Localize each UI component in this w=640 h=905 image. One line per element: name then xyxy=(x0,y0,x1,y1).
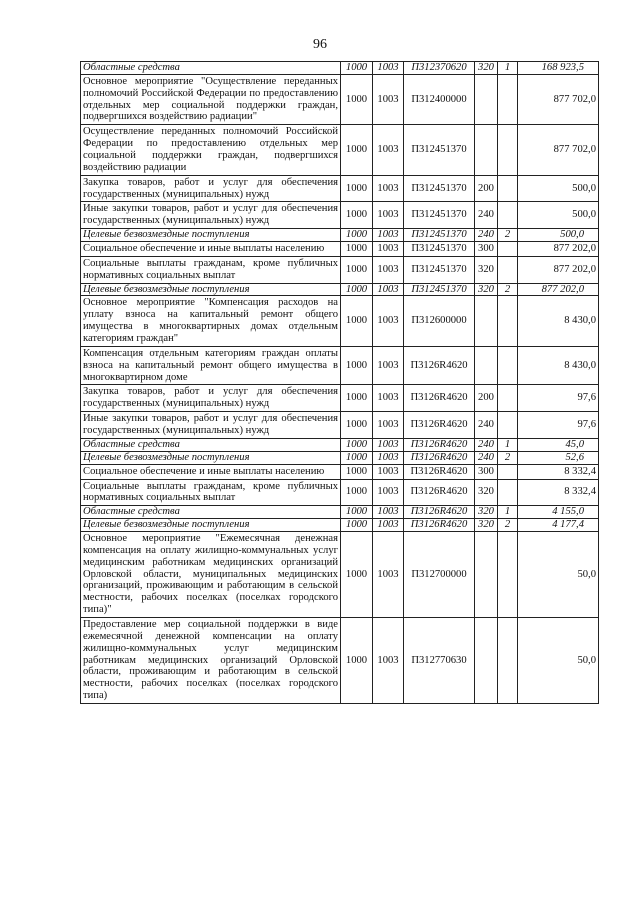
section-cell: 1000 xyxy=(341,438,373,451)
subsection-cell: 1003 xyxy=(373,62,404,75)
subsection-cell: 1003 xyxy=(373,296,404,346)
row-name-cell: Основное мероприятие "Ежемесячная денежная компенсация на оплату жилищно-коммунальных услуг медицинским работникам медицинских организаций Орловской области, муниципальных медицинских организаций, проживающим и работающим в сельской местности, рабочих поселках (поселках городского типа)" xyxy=(81,531,341,617)
amount-cell: 500,0 xyxy=(518,175,599,202)
subsection-cell: 1003 xyxy=(373,412,404,439)
section-cell: 1000 xyxy=(341,531,373,617)
expense-type-cell xyxy=(475,296,498,346)
amount-cell: 50,0 xyxy=(518,617,599,703)
row-name-cell: Закупка товаров, работ и услуг для обеспечения государственных (муниципальных) нужд xyxy=(81,175,341,202)
subsection-cell: 1003 xyxy=(373,256,404,283)
amount-cell: 877 702,0 xyxy=(518,125,599,175)
target-code-cell: П312451370 xyxy=(404,125,475,175)
funding-source-cell: 2 xyxy=(498,451,518,464)
funding-source-cell xyxy=(498,296,518,346)
funding-source-cell: 2 xyxy=(498,283,518,296)
target-code-cell: П3126R4620 xyxy=(404,506,475,519)
subsection-cell: 1003 xyxy=(373,617,404,703)
table-row xyxy=(81,125,599,175)
target-code-cell: П312770630 xyxy=(404,617,475,703)
page-number: 96 xyxy=(313,37,327,52)
amount-cell: 4 177,4 xyxy=(518,519,599,532)
row-name-cell: Целевые безвозмездные поступления xyxy=(81,519,341,532)
subsection-cell: 1003 xyxy=(373,175,404,202)
row-name-cell: Целевые безвозмездные поступления xyxy=(81,283,341,296)
funding-source-cell xyxy=(498,202,518,229)
budget-table xyxy=(80,61,599,704)
subsection-cell: 1003 xyxy=(373,242,404,257)
section-cell: 1000 xyxy=(341,202,373,229)
funding-source-cell: 1 xyxy=(498,62,518,75)
expense-type-cell: 240 xyxy=(475,412,498,439)
subsection-cell: 1003 xyxy=(373,451,404,464)
target-code-cell: П3126R4620 xyxy=(404,412,475,439)
expense-type-cell: 300 xyxy=(475,464,498,479)
subsection-cell: 1003 xyxy=(373,125,404,175)
expense-type-cell: 240 xyxy=(475,202,498,229)
expense-type-cell: 240 xyxy=(475,451,498,464)
section-cell: 1000 xyxy=(341,506,373,519)
subsection-cell: 1003 xyxy=(373,229,404,242)
funding-source-cell: 1 xyxy=(498,438,518,451)
section-cell: 1000 xyxy=(341,479,373,506)
funding-source-cell: 2 xyxy=(498,229,518,242)
expense-type-cell: 320 xyxy=(475,62,498,75)
expense-type-cell xyxy=(475,346,498,385)
expense-type-cell: 300 xyxy=(475,242,498,257)
target-code-cell: П3126R4620 xyxy=(404,451,475,464)
funding-source-cell xyxy=(498,256,518,283)
section-cell: 1000 xyxy=(341,283,373,296)
table-row xyxy=(81,283,599,296)
section-cell: 1000 xyxy=(341,412,373,439)
target-code-cell: П312700000 xyxy=(404,531,475,617)
row-name-cell: Закупка товаров, работ и услуг для обеспечения государственных (муниципальных) нужд xyxy=(81,385,341,412)
table-row xyxy=(81,202,599,229)
row-name-cell: Предоставление мер социальной поддержки в виде ежемесячной денежной компенсации на оплату жилищно-коммунальных услуг медицинским работникам медицинских организаций Орловской области, проживающим и работающим в сельской местности, рабочих поселках (поселках городского типа) xyxy=(81,617,341,703)
funding-source-cell xyxy=(498,385,518,412)
amount-cell: 8 332,4 xyxy=(518,464,599,479)
amount-cell: 50,0 xyxy=(518,531,599,617)
funding-source-cell xyxy=(498,242,518,257)
table-row xyxy=(81,412,599,439)
amount-cell: 877 202,0 xyxy=(518,283,599,296)
subsection-cell: 1003 xyxy=(373,506,404,519)
funding-source-cell xyxy=(498,125,518,175)
section-cell: 1000 xyxy=(341,617,373,703)
target-code-cell: П3126R4620 xyxy=(404,385,475,412)
expense-type-cell xyxy=(475,74,498,124)
target-code-cell: П312451370 xyxy=(404,229,475,242)
target-code-cell: П3126R4620 xyxy=(404,346,475,385)
subsection-cell: 1003 xyxy=(373,202,404,229)
table-row xyxy=(81,438,599,451)
row-name-cell: Областные средства xyxy=(81,62,341,75)
table-row xyxy=(81,451,599,464)
target-code-cell: П312370620 xyxy=(404,62,475,75)
section-cell: 1000 xyxy=(341,346,373,385)
section-cell: 1000 xyxy=(341,125,373,175)
table-row xyxy=(81,385,599,412)
table-row xyxy=(81,346,599,385)
funding-source-cell xyxy=(498,464,518,479)
expense-type-cell xyxy=(475,125,498,175)
table-row xyxy=(81,296,599,346)
row-name-cell: Целевые безвозмездные поступления xyxy=(81,229,341,242)
target-code-cell: П312451370 xyxy=(404,283,475,296)
target-code-cell: П3126R4620 xyxy=(404,479,475,506)
amount-cell: 97,6 xyxy=(518,385,599,412)
row-name-cell: Областные средства xyxy=(81,506,341,519)
subsection-cell: 1003 xyxy=(373,438,404,451)
funding-source-cell xyxy=(498,74,518,124)
funding-source-cell xyxy=(498,175,518,202)
subsection-cell: 1003 xyxy=(373,385,404,412)
table-row xyxy=(81,506,599,519)
expense-type-cell: 320 xyxy=(475,506,498,519)
section-cell: 1000 xyxy=(341,451,373,464)
section-cell: 1000 xyxy=(341,385,373,412)
row-name-cell: Основное мероприятие "Компенсация расходов на уплату взноса на капитальный ремонт общего имущества в многоквартирных домах отдельным категориям граждан" xyxy=(81,296,341,346)
subsection-cell: 1003 xyxy=(373,283,404,296)
amount-cell: 877 202,0 xyxy=(518,242,599,257)
row-name-cell: Социальные выплаты гражданам, кроме публичных нормативных социальных выплат xyxy=(81,256,341,283)
target-code-cell: П3126R4620 xyxy=(404,438,475,451)
expense-type-cell: 200 xyxy=(475,385,498,412)
amount-cell: 168 923,5 xyxy=(518,62,599,75)
table-row xyxy=(81,62,599,75)
target-code-cell: П3126R4620 xyxy=(404,464,475,479)
expense-type-cell: 320 xyxy=(475,256,498,283)
table-row xyxy=(81,479,599,506)
expense-type-cell: 240 xyxy=(475,438,498,451)
target-code-cell: П312451370 xyxy=(404,242,475,257)
expense-type-cell: 320 xyxy=(475,479,498,506)
table-row xyxy=(81,617,599,703)
target-code-cell: П312451370 xyxy=(404,256,475,283)
amount-cell: 500,0 xyxy=(518,229,599,242)
subsection-cell: 1003 xyxy=(373,464,404,479)
section-cell: 1000 xyxy=(341,242,373,257)
expense-type-cell: 200 xyxy=(475,175,498,202)
section-cell: 1000 xyxy=(341,296,373,346)
expense-type-cell xyxy=(475,617,498,703)
amount-cell: 500,0 xyxy=(518,202,599,229)
row-name-cell: Областные средства xyxy=(81,438,341,451)
funding-source-cell xyxy=(498,531,518,617)
row-name-cell: Основное мероприятие "Осуществление переданных полномочий Российской Федерации по предоставлению отдельных мер социальной поддержки граждан, подвергшихся воздействию радиации" xyxy=(81,74,341,124)
funding-source-cell xyxy=(498,617,518,703)
amount-cell: 52,6 xyxy=(518,451,599,464)
section-cell: 1000 xyxy=(341,62,373,75)
row-name-cell: Социальные выплаты гражданам, кроме публичных нормативных социальных выплат xyxy=(81,479,341,506)
target-code-cell: П312600000 xyxy=(404,296,475,346)
target-code-cell: П3126R4620 xyxy=(404,519,475,532)
subsection-cell: 1003 xyxy=(373,531,404,617)
target-code-cell: П312451370 xyxy=(404,175,475,202)
funding-source-cell xyxy=(498,479,518,506)
amount-cell: 97,6 xyxy=(518,412,599,439)
section-cell: 1000 xyxy=(341,256,373,283)
amount-cell: 8 332,4 xyxy=(518,479,599,506)
table-row xyxy=(81,256,599,283)
table-row xyxy=(81,464,599,479)
subsection-cell: 1003 xyxy=(373,74,404,124)
expense-type-cell: 320 xyxy=(475,283,498,296)
subsection-cell: 1003 xyxy=(373,519,404,532)
subsection-cell: 1003 xyxy=(373,346,404,385)
table-row xyxy=(81,175,599,202)
funding-source-cell xyxy=(498,346,518,385)
amount-cell: 8 430,0 xyxy=(518,296,599,346)
expense-type-cell xyxy=(475,531,498,617)
table-row xyxy=(81,242,599,257)
section-cell: 1000 xyxy=(341,74,373,124)
section-cell: 1000 xyxy=(341,175,373,202)
row-name-cell: Целевые безвозмездные поступления xyxy=(81,451,341,464)
amount-cell: 45,0 xyxy=(518,438,599,451)
section-cell: 1000 xyxy=(341,464,373,479)
funding-source-cell: 1 xyxy=(498,506,518,519)
section-cell: 1000 xyxy=(341,519,373,532)
target-code-cell: П312451370 xyxy=(404,202,475,229)
amount-cell: 8 430,0 xyxy=(518,346,599,385)
funding-source-cell: 2 xyxy=(498,519,518,532)
row-name-cell: Иные закупки товаров, работ и услуг для обеспечения государственных (муниципальных) нужд xyxy=(81,202,341,229)
amount-cell: 877 202,0 xyxy=(518,256,599,283)
row-name-cell: Социальное обеспечение и иные выплаты населению xyxy=(81,242,341,257)
table-row xyxy=(81,531,599,617)
section-cell: 1000 xyxy=(341,229,373,242)
table-row xyxy=(81,229,599,242)
row-name-cell: Иные закупки товаров, работ и услуг для обеспечения государственных (муниципальных) нужд xyxy=(81,412,341,439)
target-code-cell: П312400000 xyxy=(404,74,475,124)
table-row xyxy=(81,519,599,532)
table-row xyxy=(81,74,599,124)
row-name-cell: Осуществление переданных полномочий Российской Федерации по предоставлению отдельных мер социальной поддержки граждан, подвергшихся воздействию радиации xyxy=(81,125,341,175)
row-name-cell: Социальное обеспечение и иные выплаты населению xyxy=(81,464,341,479)
row-name-cell: Компенсация отдельным категориям граждан оплаты взноса на капитальный ремонт общего имущества в многоквартирном доме xyxy=(81,346,341,385)
subsection-cell: 1003 xyxy=(373,479,404,506)
amount-cell: 877 702,0 xyxy=(518,74,599,124)
expense-type-cell: 320 xyxy=(475,519,498,532)
funding-source-cell xyxy=(498,412,518,439)
expense-type-cell: 240 xyxy=(475,229,498,242)
amount-cell: 4 155,0 xyxy=(518,506,599,519)
